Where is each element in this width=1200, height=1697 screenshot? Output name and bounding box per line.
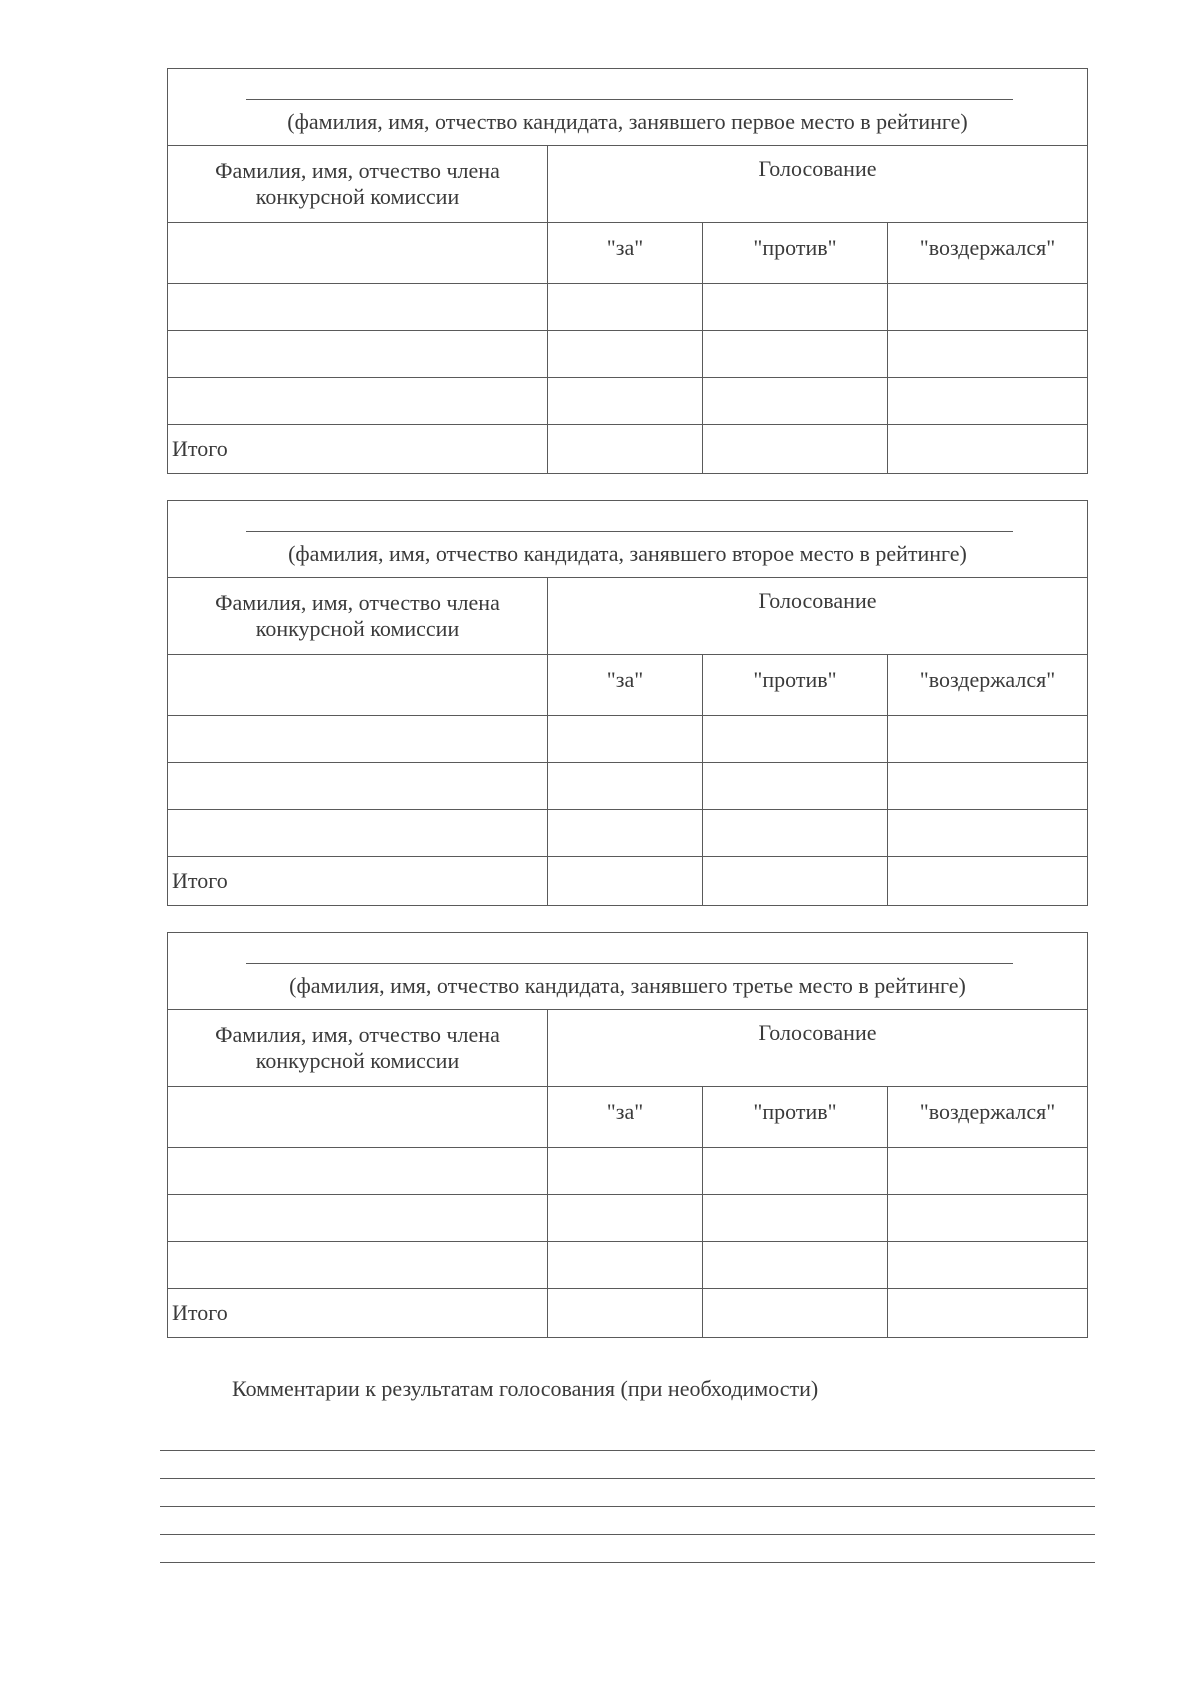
vote-against-cell[interactable] <box>703 1242 888 1289</box>
candidate-name-field[interactable] <box>168 501 1088 578</box>
comment-line[interactable] <box>160 1506 1095 1507</box>
table-row <box>168 810 1088 857</box>
comments-title: Комментарии к результатам голосования (при необходимости) <box>232 1376 819 1401</box>
table-row <box>168 331 1088 378</box>
table-row <box>168 716 1088 763</box>
vote-for-cell[interactable] <box>548 1195 703 1242</box>
candidate-name-line <box>246 99 1013 100</box>
total-label: Итого <box>168 425 548 474</box>
vote-abstain-cell[interactable] <box>888 378 1088 425</box>
total-for-cell[interactable] <box>548 425 703 474</box>
vote-for-cell[interactable] <box>548 284 703 331</box>
vote-abstain-cell[interactable] <box>888 284 1088 331</box>
total-against-cell[interactable] <box>703 425 888 474</box>
voting-header: Голосование <box>548 1010 1088 1087</box>
comment-line[interactable] <box>160 1562 1095 1563</box>
vote-against-cell[interactable] <box>703 763 888 810</box>
vote-for-cell[interactable] <box>548 378 703 425</box>
member-name-cell[interactable] <box>168 1148 548 1195</box>
option-for-header: "за" <box>548 223 703 284</box>
table-row <box>168 763 1088 810</box>
candidate-name-field[interactable] <box>168 69 1088 146</box>
vote-against-cell[interactable] <box>703 716 888 763</box>
vote-for-cell[interactable] <box>548 763 703 810</box>
member-name-cell[interactable] <box>168 763 548 810</box>
vote-abstain-cell[interactable] <box>888 1195 1088 1242</box>
comment-line[interactable] <box>160 1478 1095 1479</box>
table-row <box>168 1242 1088 1289</box>
vote-for-cell[interactable] <box>548 1242 703 1289</box>
option-against-header: "против" <box>703 223 888 284</box>
vote-abstain-cell[interactable] <box>888 810 1088 857</box>
vote-against-cell[interactable] <box>703 1148 888 1195</box>
member-name-cell[interactable] <box>168 716 548 763</box>
vote-against-cell[interactable] <box>703 810 888 857</box>
voting-table-second-place <box>167 500 1088 906</box>
comment-line[interactable] <box>160 1450 1095 1451</box>
table-row <box>168 1148 1088 1195</box>
total-label: Итого <box>168 1289 548 1338</box>
table-row <box>168 284 1088 331</box>
vote-against-cell[interactable] <box>703 1195 888 1242</box>
member-name-header: Фамилия, имя, отчество члена конкурсной комиссии <box>168 1010 548 1087</box>
candidate-caption: (фамилия, имя, отчество кандидата, занявшего третье место в рейтинге) <box>289 973 966 998</box>
candidate-name-line <box>246 531 1013 532</box>
option-abstain-header: "воздержался" <box>888 1087 1088 1148</box>
voting-table-third-place <box>167 932 1088 1338</box>
total-abstain-cell[interactable] <box>888 1289 1088 1338</box>
comment-line[interactable] <box>160 1534 1095 1535</box>
candidate-caption: (фамилия, имя, отчество кандидата, занявшего первое место в рейтинге) <box>287 109 968 134</box>
option-abstain-header: "воздержался" <box>888 655 1088 716</box>
option-against-header: "против" <box>703 655 888 716</box>
member-name-cell[interactable] <box>168 1087 548 1148</box>
voting-header: Голосование <box>548 146 1088 223</box>
vote-for-cell[interactable] <box>548 1148 703 1195</box>
vote-against-cell[interactable] <box>703 331 888 378</box>
voting-header: Голосование <box>548 578 1088 655</box>
candidate-caption: (фамилия, имя, отчество кандидата, занявшего второе место в рейтинге) <box>288 541 967 566</box>
table-row <box>168 1195 1088 1242</box>
vote-for-cell[interactable] <box>548 716 703 763</box>
total-label: Итого <box>168 857 548 906</box>
vote-abstain-cell[interactable] <box>888 331 1088 378</box>
option-for-header: "за" <box>548 655 703 716</box>
member-name-cell[interactable] <box>168 378 548 425</box>
candidate-name-field[interactable] <box>168 933 1088 1010</box>
member-name-cell[interactable] <box>168 810 548 857</box>
option-abstain-header: "воздержался" <box>888 223 1088 284</box>
vote-against-cell[interactable] <box>703 378 888 425</box>
member-name-cell[interactable] <box>168 223 548 284</box>
total-against-cell[interactable] <box>703 1289 888 1338</box>
member-name-header: Фамилия, имя, отчество члена конкурсной комиссии <box>168 146 548 223</box>
table-row <box>168 378 1088 425</box>
total-against-cell[interactable] <box>703 857 888 906</box>
option-against-header: "против" <box>703 1087 888 1148</box>
member-name-cell[interactable] <box>168 284 548 331</box>
total-abstain-cell[interactable] <box>888 425 1088 474</box>
total-for-cell[interactable] <box>548 1289 703 1338</box>
voting-table-first-place <box>167 68 1088 474</box>
vote-for-cell[interactable] <box>548 331 703 378</box>
vote-for-cell[interactable] <box>548 810 703 857</box>
vote-abstain-cell[interactable] <box>888 716 1088 763</box>
member-name-cell[interactable] <box>168 1242 548 1289</box>
vote-abstain-cell[interactable] <box>888 763 1088 810</box>
vote-abstain-cell[interactable] <box>888 1242 1088 1289</box>
vote-abstain-cell[interactable] <box>888 1148 1088 1195</box>
member-name-header: Фамилия, имя, отчество члена конкурсной комиссии <box>168 578 548 655</box>
total-abstain-cell[interactable] <box>888 857 1088 906</box>
member-name-cell[interactable] <box>168 655 548 716</box>
total-for-cell[interactable] <box>548 857 703 906</box>
vote-against-cell[interactable] <box>703 284 888 331</box>
member-name-cell[interactable] <box>168 331 548 378</box>
member-name-cell[interactable] <box>168 1195 548 1242</box>
candidate-name-line <box>246 963 1013 964</box>
option-for-header: "за" <box>548 1087 703 1148</box>
